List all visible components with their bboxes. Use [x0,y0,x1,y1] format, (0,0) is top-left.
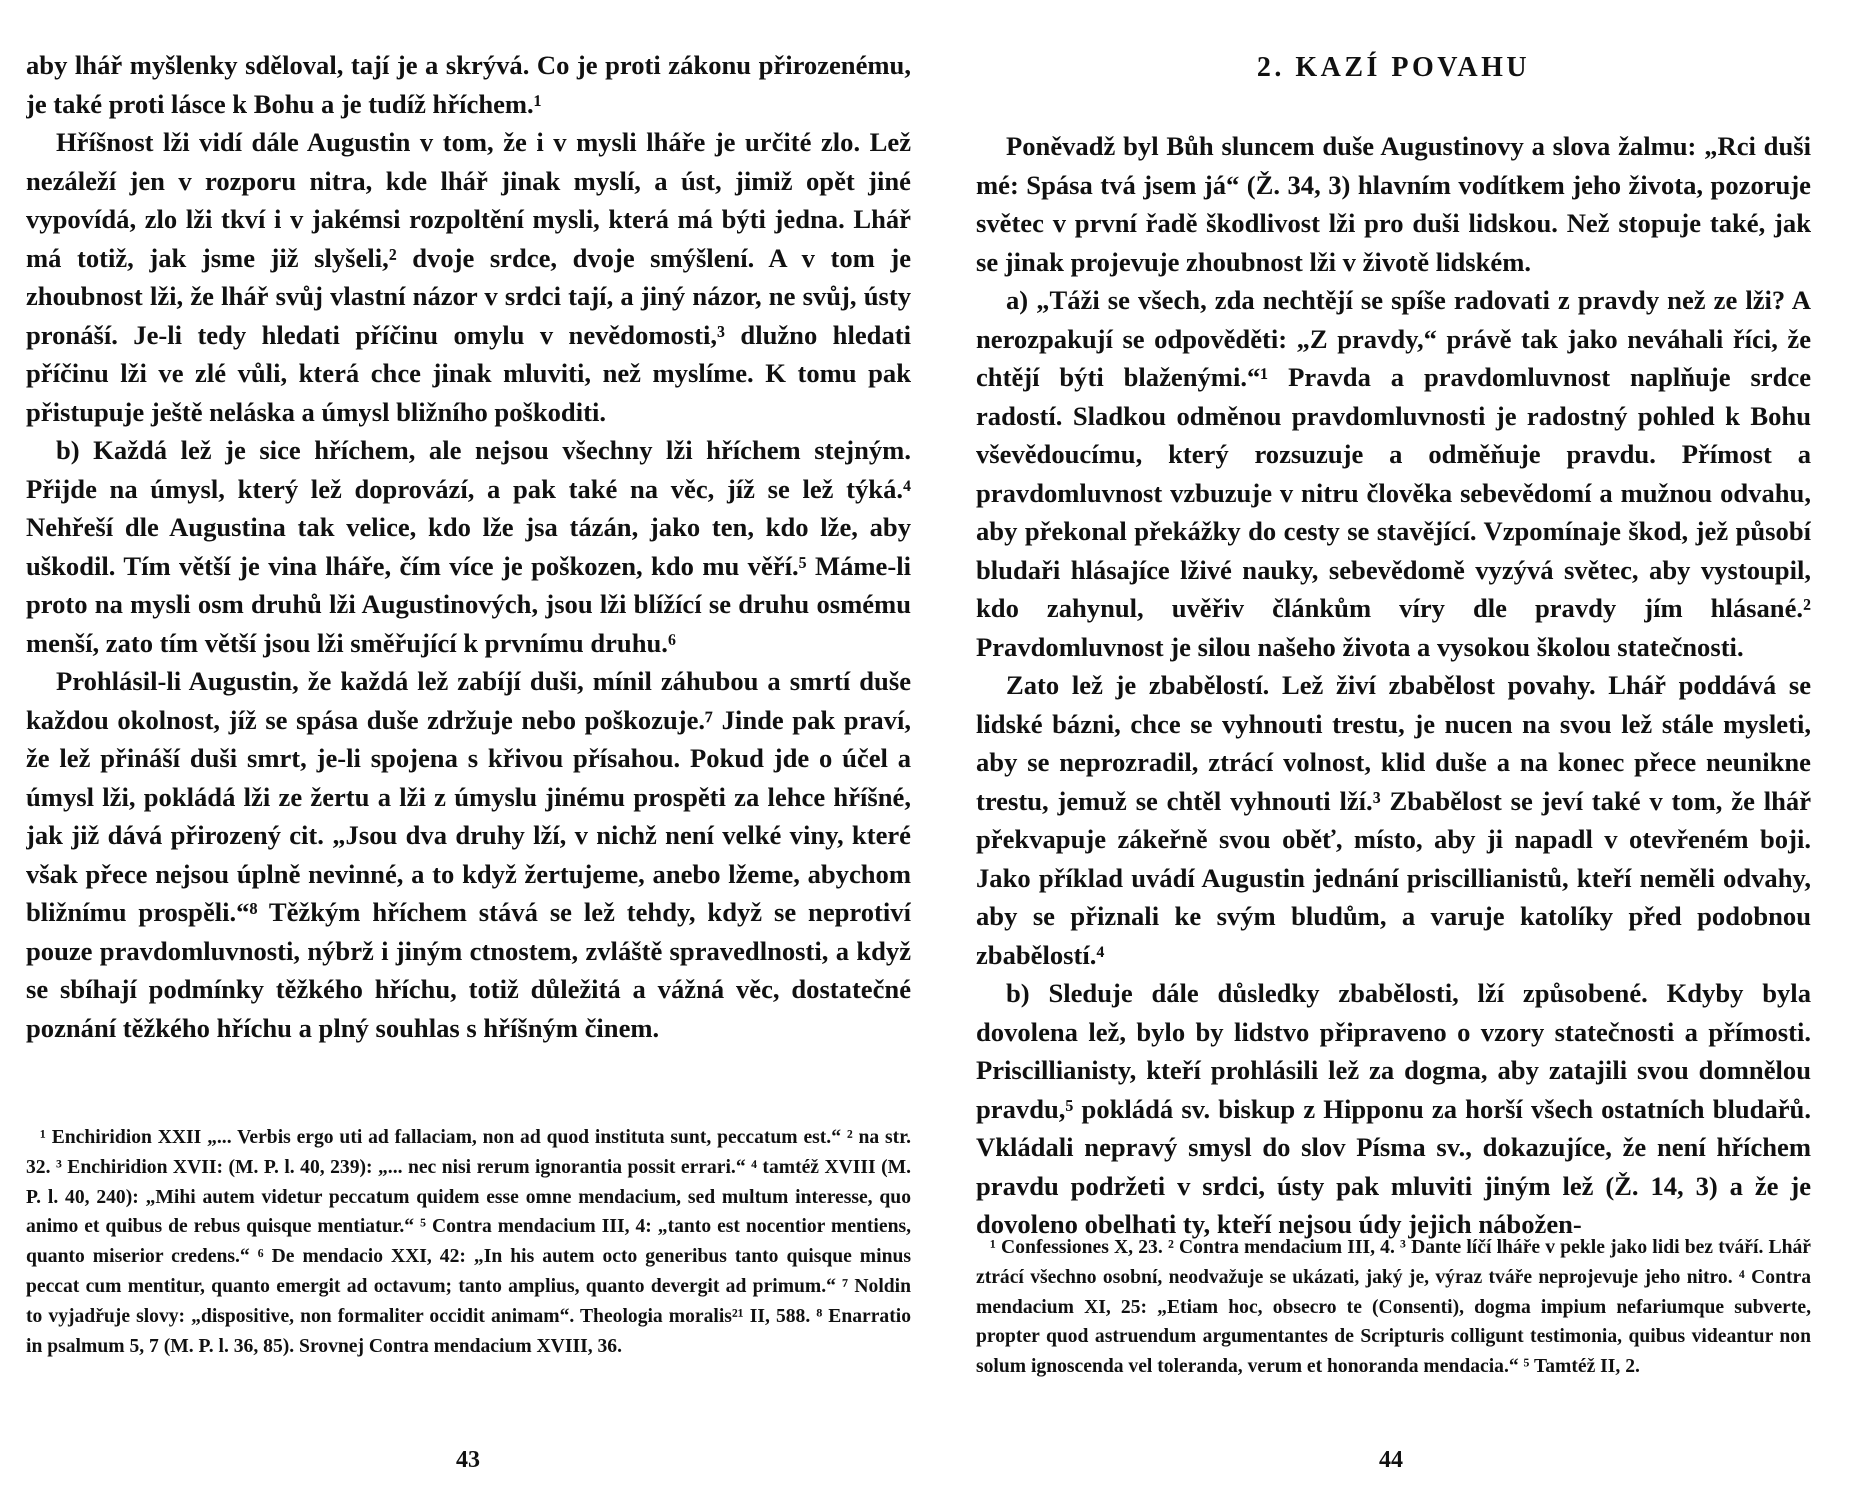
left-paragraph-4: Prohlásil-li Augustin, že každá lež zabíjí duši, mínil záhubou a smrtí duše každou okolnost, jíž se spása duše zdržuje nebo poškozuje.⁷ Jinde pak praví, že lež přináší duši smrt, je-li spojena s křivou přísahou. Pokud jde o účel a úmysl lži, pokládá lži ze žertu a lži z úmyslu jinému prospěti za lehce hříšné, jak již dává přirozený cit. „Jsou dva druhy lží, v nichž není velké viny, které však přece nejsou úplně nevinné, a to když žertujeme, anebo lžeme, abychom bližnímu prospěli.“⁸ Těžkým hříchem stává se lež tehdy, když se neprotiví pouze pravdomluvnosti, nýbrž i jiným ctnostem, zvláště spravedlnosti, a když se sbíhají podmínky těžkého hříchu, totiž důležitá a vážná věc, dostatečné poznání těžkého hříchu a plný souhlas s hříšným činem. [26,666,911,1043]
left-paragraph-2: Hříšnost lži vidí dále Augustin v tom, že i v mysli lháře je určité zlo. Lež nezáleží jen v rozporu nitra, kde lhář jinak myslí, a úst, jimiž opět jiné vypovídá, zlo lži tkví i v jakémsi rozpoltění mysli, která má býti jedna. Lhář má totiž, jak jsme již slyšeli,² dvoje srdce, dvoje smýšlení. A v tom je zhoubnost lži, že lhář svůj vlastní názor v srdci tají, a jiný názor, ne svůj, ústy pronáší. Je-li tedy hledati příčinu omylu v nevědomosti,³ dlužno hledati příčinu lži ve zlé vůli, která chce jinak mluviti, než myslíme. K tomu pak přistupuje ještě neláska a úmysl bližního poškoditi. [26,127,911,427]
right-body-text [976,127,1811,1244]
left-paragraph-1: aby lhář myšlenky sděloval, tají je a skrývá. Co je proti zákonu přirozenému, je také proti lásce k Bohu a je tudíž hříchem.¹ [26,50,911,119]
left-footnotes-text: ¹ Enchiridion XXII „... Verbis ergo uti ad fallaciam, non ad quod instituta sunt, peccatum est.“ ² na str. 32. ³ Enchiridion XVII: (M. P. l. 40, 239): „... nec nisi rerum ignorantia possit errari.“ ⁴ tamtéž XVIII (M. P. l. 40, 240): „Mihi autem videtur peccatum quidem esse omne mendacium, sed multum interesse, quo animo et quibus de rebus quisque mentiatur.“ ⁵ Contra mendacium III, 4: „tanto est nocentior mentiens, quanto miserior credens.“ ⁶ De mendacio XXI, 42: „In his autem octo generibus tanto quisque minus peccat cum mentitur, quanto emergit ad octavum; tanto amplius, quanto devergit ad primum.“ ⁷ Noldin to vyjadřuje slovy: „dispositive, non formaliter occidit animam“. Theologia moralis²¹ II, 588. ⁸ Enarratio in psalmum 5, 7 (M. P. l. 36, 85). Srovnej Contra mendacium XVIII, 36. [26,1127,911,1357]
right-page [976,0,1811,1500]
left-paragraph-3: b) Každá lež je sice hříchem, ale nejsou všechny lži hříchem stejným. Přijde na úmysl, který lež doprovází, a pak také na věc, jíž se lež týká.⁴ Nehřeší dle Augustina tak velice, kdo lže jsa tázán, jako ten, kdo lže, aby uškodil. Tím větší je vina lháře, čím více je poškozen, kdo mu věří.⁵ Máme-li proto na mysli osm druhů lži Augustinových, jsou lži blížící se druhu osmému menší, zato tím větší jsou lži směřující k prvnímu druhu.⁶ [26,435,911,658]
right-footnotes [976,1233,1811,1382]
left-page [26,0,911,1500]
left-body-text [26,46,911,1047]
chapter-heading: 2. KAZÍ POVAHU [1256,52,1531,83]
right-paragraph-4: b) Sleduje dále důsledky zbabělosti, lží způsobené. Kdyby byla dovolena lež, bylo by lidstvo připraveno o vzory statečnosti a přímosti. Priscillianisty, kteří prohlásili lež za dogma, aby zatajili svou domnělou pravdu,⁵ pokládá sv. biskup z Hipponu za horší všech ostatních bludařů. Vkládali nepravý smysl do slov Písma sv., dokazujíce, že není hříchem pravdu podržeti v srdci, ústy pak mluviti jiným lež (Ž. 14, 3) a že je dovoleno obelhati ty, kteří nejsou údy jejich nábožen- [976,978,1811,1239]
right-footnotes-text: ¹ Confessiones X, 23. ² Contra mendacium III, 4. ³ Dante líčí lháře v pekle jako lidi bez tváří. Lhář ztrácí všechno osobní, neodvažuje se ukázati, jaký je, výraz tváře neprojevuje jeho nitro. ⁴ Contra mendacium XI, 25: „Etiam hoc, obsecro te (Consenti), dogma impium nefariumque subverte, propter quod astruendum argumentantes de Scripturis colligunt testimonia, quibus videantur non solum ignoscenda vel toleranda, verum et honoranda mendacia.“ ⁵ Tamtéž II, 2. [976,1237,1811,1378]
right-paragraph-1: Poněvadž byl Bůh sluncem duše Augustinovy a slova žalmu: „Rci duši mé: Spása tvá jsem já“ (Ž. 34, 3) hlavním vodítkem jeho života, pozoruje světec v první řadě škodlivost lži pro duši lidskou. Než stopuje také, jak se jinak projevuje zhoubnost lži v životě lidském. [976,131,1811,277]
right-page-number: 44 [1379,1447,1403,1473]
right-paragraph-3: Zato lež je zbabělostí. Lež živí zbabělost povahy. Lhář poddává se lidské bázni, chce se vyhnouti trestu, je nucen na svou lež stále mysleti, aby se neprozradil, ztrácí volnost, klid duše a na konec přece neunikne trestu, jemuž se chtěl vyhnouti lží.³ Zbabělost se jeví také v tom, že lhář překvapuje zákeřně svou oběť, místo, aby ji napadl v otevřeném boji. Jako příklad uvádí Augustin jednání priscillianistů, kteří neměli odvahy, aby se přiznali ke svým bludům, a varuje katolíky před podobnou zbabělostí.⁴ [976,670,1811,970]
right-paragraph-2: a) „Táži se všech, zda nechtějí se spíše radovati z pravdy než ze lži? A nerozpakují se odpověděti: „Z pravdy,“ právě tak jako neváhali říci, že chtějí býti blaženými.“¹ Pravda a pravdomluvnost naplňuje srdce radostí. Sladkou odměnou pravdomluvnosti je radostný pohled k Bohu vševědoucímu, který rozsuzuje a odměňuje pravdu. Přímost a pravdomluvnost vzbuzuje v nitru člověka sebevědomí a mužnou odvahu, aby překonal překážky do cesty se stavějící. Vzpomínaje škod, jež působí bludaři hlásajíce lživé nauky, sebevědomě vyzývá světec, aby vystoupil, kdo zahynul, uvěřiv článkům víry dle pravdy jím hlásané.² Pravdomluvnost je silou našeho života a vysokou školou statečnosti. [976,285,1811,662]
left-footnotes [26,1123,911,1361]
left-page-number: 43 [456,1447,480,1473]
